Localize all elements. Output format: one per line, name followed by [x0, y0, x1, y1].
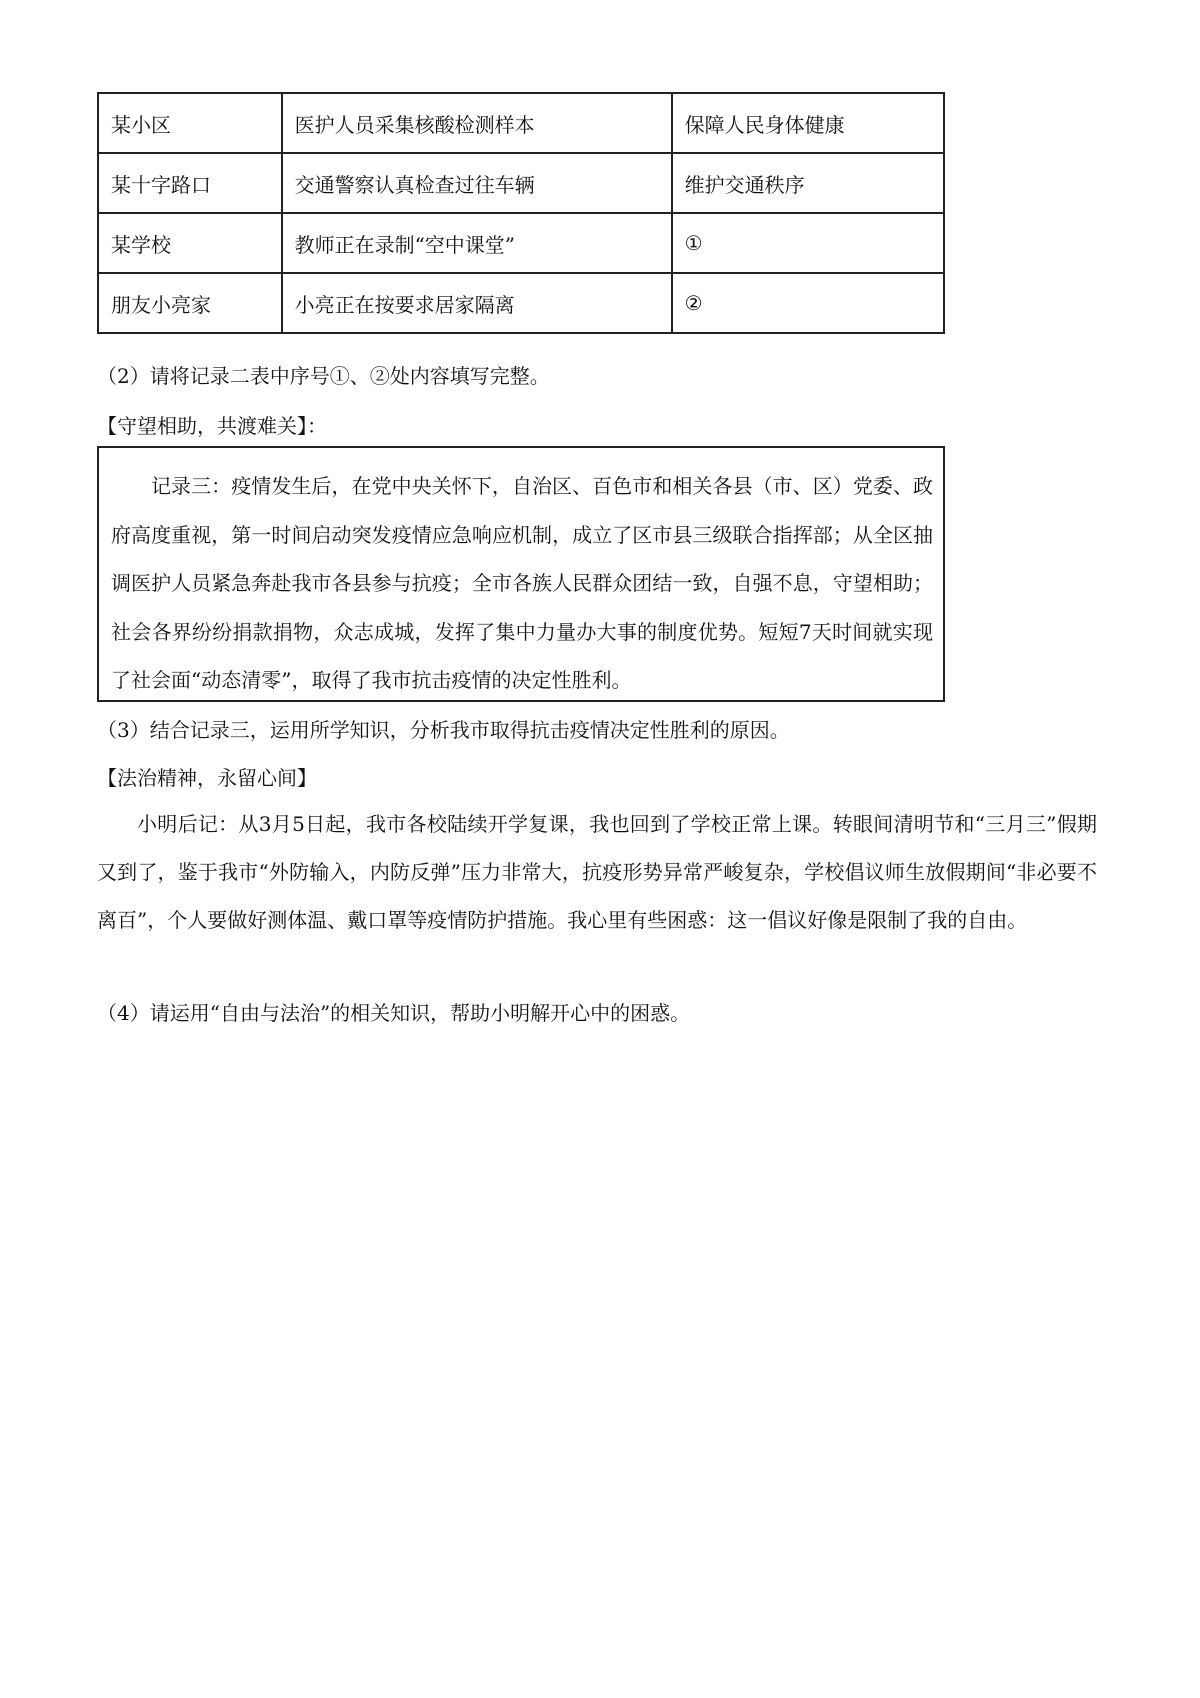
- table-cell-meaning: 维护交通秩序: [672, 153, 944, 213]
- table-row: [98, 213, 944, 273]
- question-2: （2）请将记录二表中序号①、②处内容填写完整。: [97, 364, 550, 388]
- table-cell-location: 某十字路口: [98, 153, 282, 213]
- section-heading-mutual-help: 【守望相助，共渡难关】：: [97, 414, 327, 438]
- table-cell-scene: 小亮正在按要求居家隔离: [282, 273, 672, 333]
- record-two-table: [97, 92, 945, 334]
- postscript-text: 小明后记：从3月5日起，我市各校陆续开学复课，我也回到了学校正常上课。转眼间清明节和“三月三”假期又到了，鉴于我市“外防输入，内防反弹”压力非常大，抗疫形势异常严峻复杂，学校倡议师生放假期间“非必要不离百”，个人要做好测体温、戴口罩等疫情防护措施。我心里有些困惑：这一倡议好像是限制了我的自由。: [97, 812, 1097, 932]
- record-three-box: [97, 446, 945, 702]
- table-cell-location: 某小区: [98, 93, 282, 153]
- table-cell-meaning: 保障人民身体健康: [672, 93, 944, 153]
- question-3: （3）结合记录三，运用所学知识，分析我市取得抗击疫情决定性胜利的原因。: [97, 718, 790, 742]
- postscript-paragraph: [97, 800, 1097, 944]
- table-row: [98, 273, 944, 333]
- table-cell-blank-2: ②: [672, 273, 944, 333]
- table-cell-scene: 交通警察认真检查过往车辆: [282, 153, 672, 213]
- table-cell-scene: 教师正在录制“空中课堂”: [282, 213, 672, 273]
- question-4: （4）请运用“自由与法治”的相关知识，帮助小明解开心中的困惑。: [97, 1001, 691, 1025]
- record-three-text: 记录三：疫情发生后，在党中央关怀下，自治区、百色市和相关各县（市、区）党委、政府高度重视，第一时间启动突发疫情应急响应机制，成立了区市县三级联合指挥部；从全区抽调医护人员紧急奔赴我市各县参与抗疫；全市各族人民群众团结一致，自强不息，守望相助；社会各界纷纷捐款捐物，众志成城，发挥了集中力量办大事的制度优势。短短7天时间就实现了社会面“动态清零”，取得了我市抗击疫情的决定性胜利。: [111, 474, 933, 692]
- section-heading-rule-of-law: 【法治精神，永留心间】: [97, 766, 317, 790]
- table-row: [98, 93, 944, 153]
- table-cell-location: 某学校: [98, 213, 282, 273]
- table-cell-location: 朋友小亮家: [98, 273, 282, 333]
- table-cell-blank-1: ①: [672, 213, 944, 273]
- table-row: [98, 153, 944, 213]
- record-two-table-wrap: [97, 92, 945, 334]
- table-cell-scene: 医护人员采集核酸检测样本: [282, 93, 672, 153]
